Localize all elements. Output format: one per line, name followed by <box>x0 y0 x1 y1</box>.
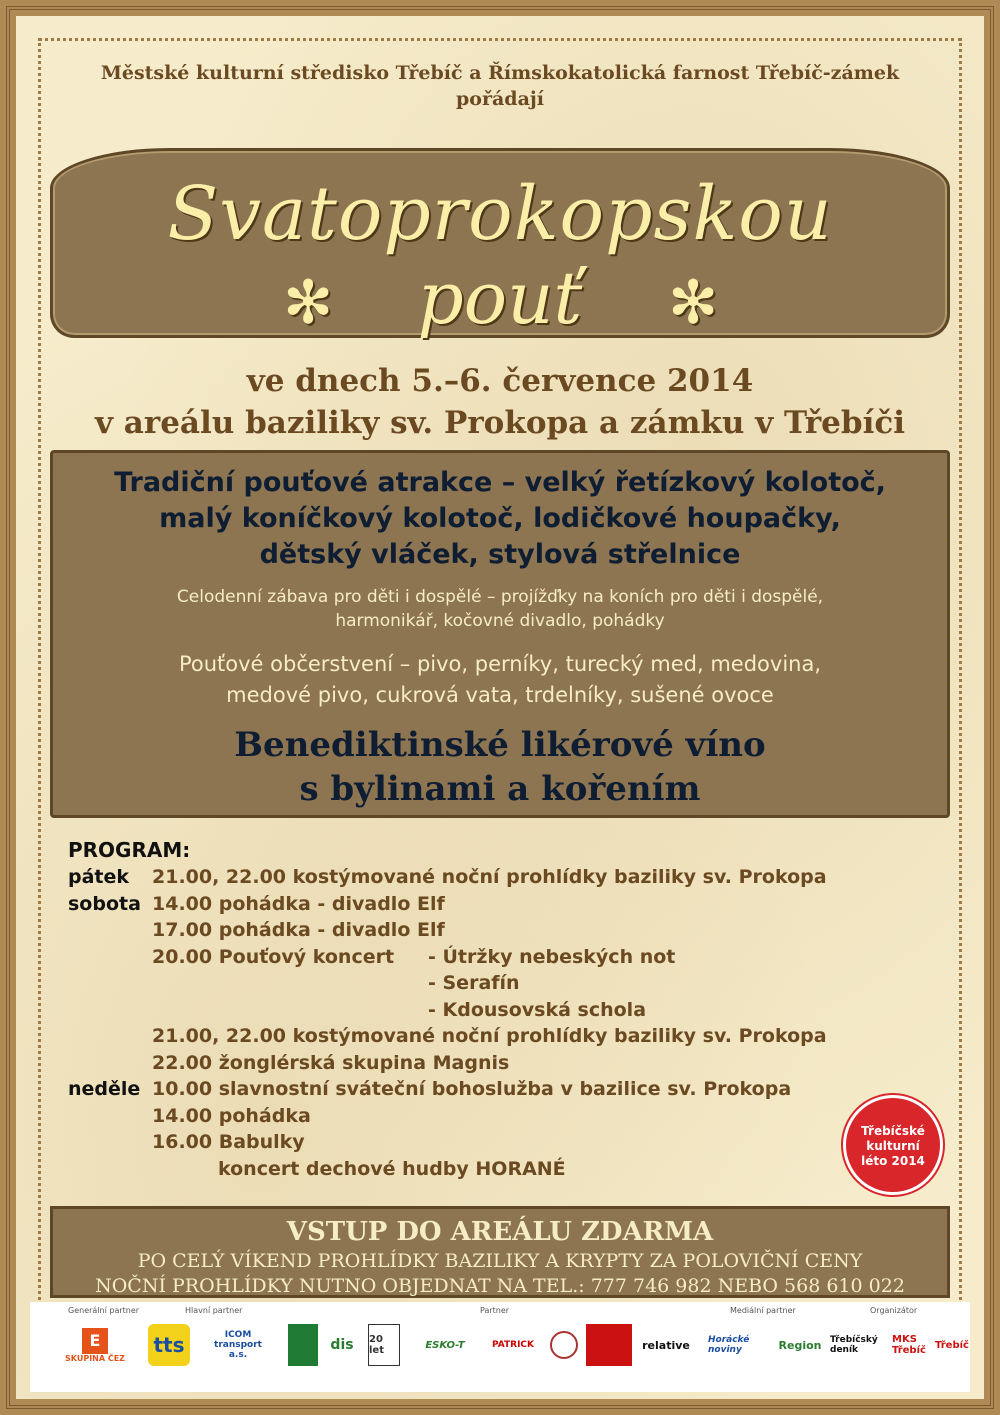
anniversary-logo: 20 let <box>368 1324 400 1366</box>
program-entry: 22.00 žonglérská skupina Magnis <box>152 1051 510 1074</box>
program-schedule <box>68 838 928 1182</box>
program-entry: 14.00 pohádka - divadlo Elf <box>152 892 445 915</box>
program-row <box>68 1023 928 1050</box>
program-row <box>68 864 928 891</box>
cez-logo <box>60 1324 130 1366</box>
attractions-line: malý koníčkový kolotoč, lodičkové houpačky, <box>159 503 841 534</box>
green-logo <box>288 1324 318 1366</box>
trebicsky-denik-logo: Třebíčský deník <box>830 1335 878 1355</box>
program-entry: 20.00 Pouťový koncert <box>152 945 395 968</box>
title-main: Svatoprokopskou <box>167 171 833 257</box>
asterisk-ornament-icon: ✻ <box>283 268 334 338</box>
title-sub: pouť <box>417 256 583 340</box>
program-entry: 16.00 Babulky <box>152 1131 305 1153</box>
badge-line: kulturní <box>866 1139 920 1153</box>
program-row <box>68 1076 928 1103</box>
dis-logo: dis <box>330 1337 354 1353</box>
entertainment-line: Celodenní zábava pro děti i dospělé – projížďky na koních pro děti i dospělé, <box>176 587 824 607</box>
concert-item: - Kdousovská schola <box>428 998 647 1021</box>
cez-label: SKUPINA ČEZ <box>65 1353 125 1363</box>
region-logo: Region <box>778 1338 822 1352</box>
program-entry: 14.00 pohádka <box>152 1104 311 1127</box>
event-dates <box>40 360 960 444</box>
organizers-line: pořádají <box>456 88 544 110</box>
concert-item: - Útržky nebeských not <box>428 945 676 968</box>
entry-info-box <box>50 1206 950 1298</box>
cez-icon: E <box>82 1328 108 1354</box>
attractions-box <box>50 450 950 818</box>
program-day: pátek <box>68 866 130 888</box>
free-entry-text: VSTUP DO AREÁLU ZDARMA <box>286 1217 714 1247</box>
trebic-logo: Třebíč <box>935 1339 969 1351</box>
partners-strip <box>30 1302 970 1392</box>
patrick-logo: PATRICK <box>491 1340 535 1350</box>
wine-line: s bylinami a kořením <box>299 769 701 809</box>
summer-festival-badge <box>843 1095 943 1195</box>
program-entry: 21.00, 22.00 kostýmované noční prohlídky baziliky sv. Prokopa <box>152 866 827 888</box>
refreshments-text <box>53 649 947 711</box>
attractions-main <box>53 465 947 573</box>
eskot-logo: ESKO-T <box>425 1339 465 1351</box>
organizers-line: Městské kulturní středisko Třebíč a Římskokatolická farnost Třebíč-zámek <box>100 62 900 84</box>
program-entry: koncert dechové hudby HORANÉ <box>218 1157 566 1180</box>
attractions-line: Tradiční pouťové atrakce – velký řetízkový kolotoč, <box>114 467 886 498</box>
attractions-line: dětský vláček, stylová střelnice <box>259 539 741 570</box>
program-row <box>68 891 928 918</box>
program-title: PROGRAM: <box>68 838 191 862</box>
dates-line: ve dnech 5.–6. července 2014 <box>246 363 754 399</box>
program-day: sobota <box>68 892 141 915</box>
program-row <box>68 1156 928 1183</box>
program-row <box>68 970 928 997</box>
icom-logo: ICOM transport a.s. <box>214 1330 262 1360</box>
refreshments-line: Pouťové občerstvení – pivo, perníky, turecký med, medovina, <box>178 652 822 676</box>
asterisk-ornament-icon: ✻ <box>668 268 719 338</box>
program-row <box>68 997 928 1024</box>
partner-category: Generální partner <box>68 1306 140 1315</box>
seal-icon <box>550 1331 578 1359</box>
red-sponsor-logo <box>586 1324 632 1366</box>
program-day: neděle <box>68 1078 141 1100</box>
tts-logo: tts <box>148 1324 190 1366</box>
badge-line: léto 2014 <box>861 1154 925 1168</box>
program-row <box>68 917 928 944</box>
organizers <box>40 60 960 112</box>
venue-line: v areálu baziliky sv. Prokopa a zámku v Třebíči <box>94 405 906 441</box>
horacke-noviny-logo: Horácké noviny <box>708 1335 750 1355</box>
title-banner <box>50 148 950 338</box>
partner-category: Hlavní partner <box>185 1306 243 1315</box>
booking-text: NOČNÍ PROHLÍDKY NUTNO OBJEDNAT NA TEL.: 777 746 982 NEBO 568 610 022 <box>95 1275 905 1297</box>
concert-item: - Serafín <box>428 972 520 994</box>
program-row <box>68 1050 928 1077</box>
program-entry: 10.00 slavnostní sváteční bohoslužba v bazilice sv. Prokopa <box>152 1078 792 1100</box>
wine-text <box>53 723 947 811</box>
program-row <box>68 944 928 971</box>
seal-logo <box>548 1324 580 1366</box>
mks-logo: MKS Třebíč <box>892 1334 926 1356</box>
program-row <box>68 1129 928 1156</box>
program-entry: 21.00, 22.00 kostýmované noční prohlídky baziliky sv. Prokopa <box>152 1025 827 1047</box>
partner-category: Organizátor <box>870 1306 918 1315</box>
badge-line: Třebíčské <box>861 1124 925 1138</box>
partner-category: Partner <box>480 1306 510 1315</box>
refreshments-line: medové pivo, cukrová vata, trdelníky, sušené ovoce <box>226 683 774 707</box>
program-row <box>68 1103 928 1130</box>
partner-category: Mediální partner <box>730 1306 796 1315</box>
program-entry: 17.00 pohádka - divadlo Elf <box>152 919 445 941</box>
entertainment-line: harmonikář, kočovné divadlo, pohádky <box>335 611 665 631</box>
tours-text: PO CELÝ VÍKEND PROHLÍDKY BAZILIKY A KRYPTY ZA POLOVIČNÍ CENY <box>137 1250 863 1272</box>
entertainment-text <box>53 585 947 633</box>
wine-line: Benediktinské likérové víno <box>234 725 766 765</box>
relative-logo: relative <box>642 1338 690 1352</box>
